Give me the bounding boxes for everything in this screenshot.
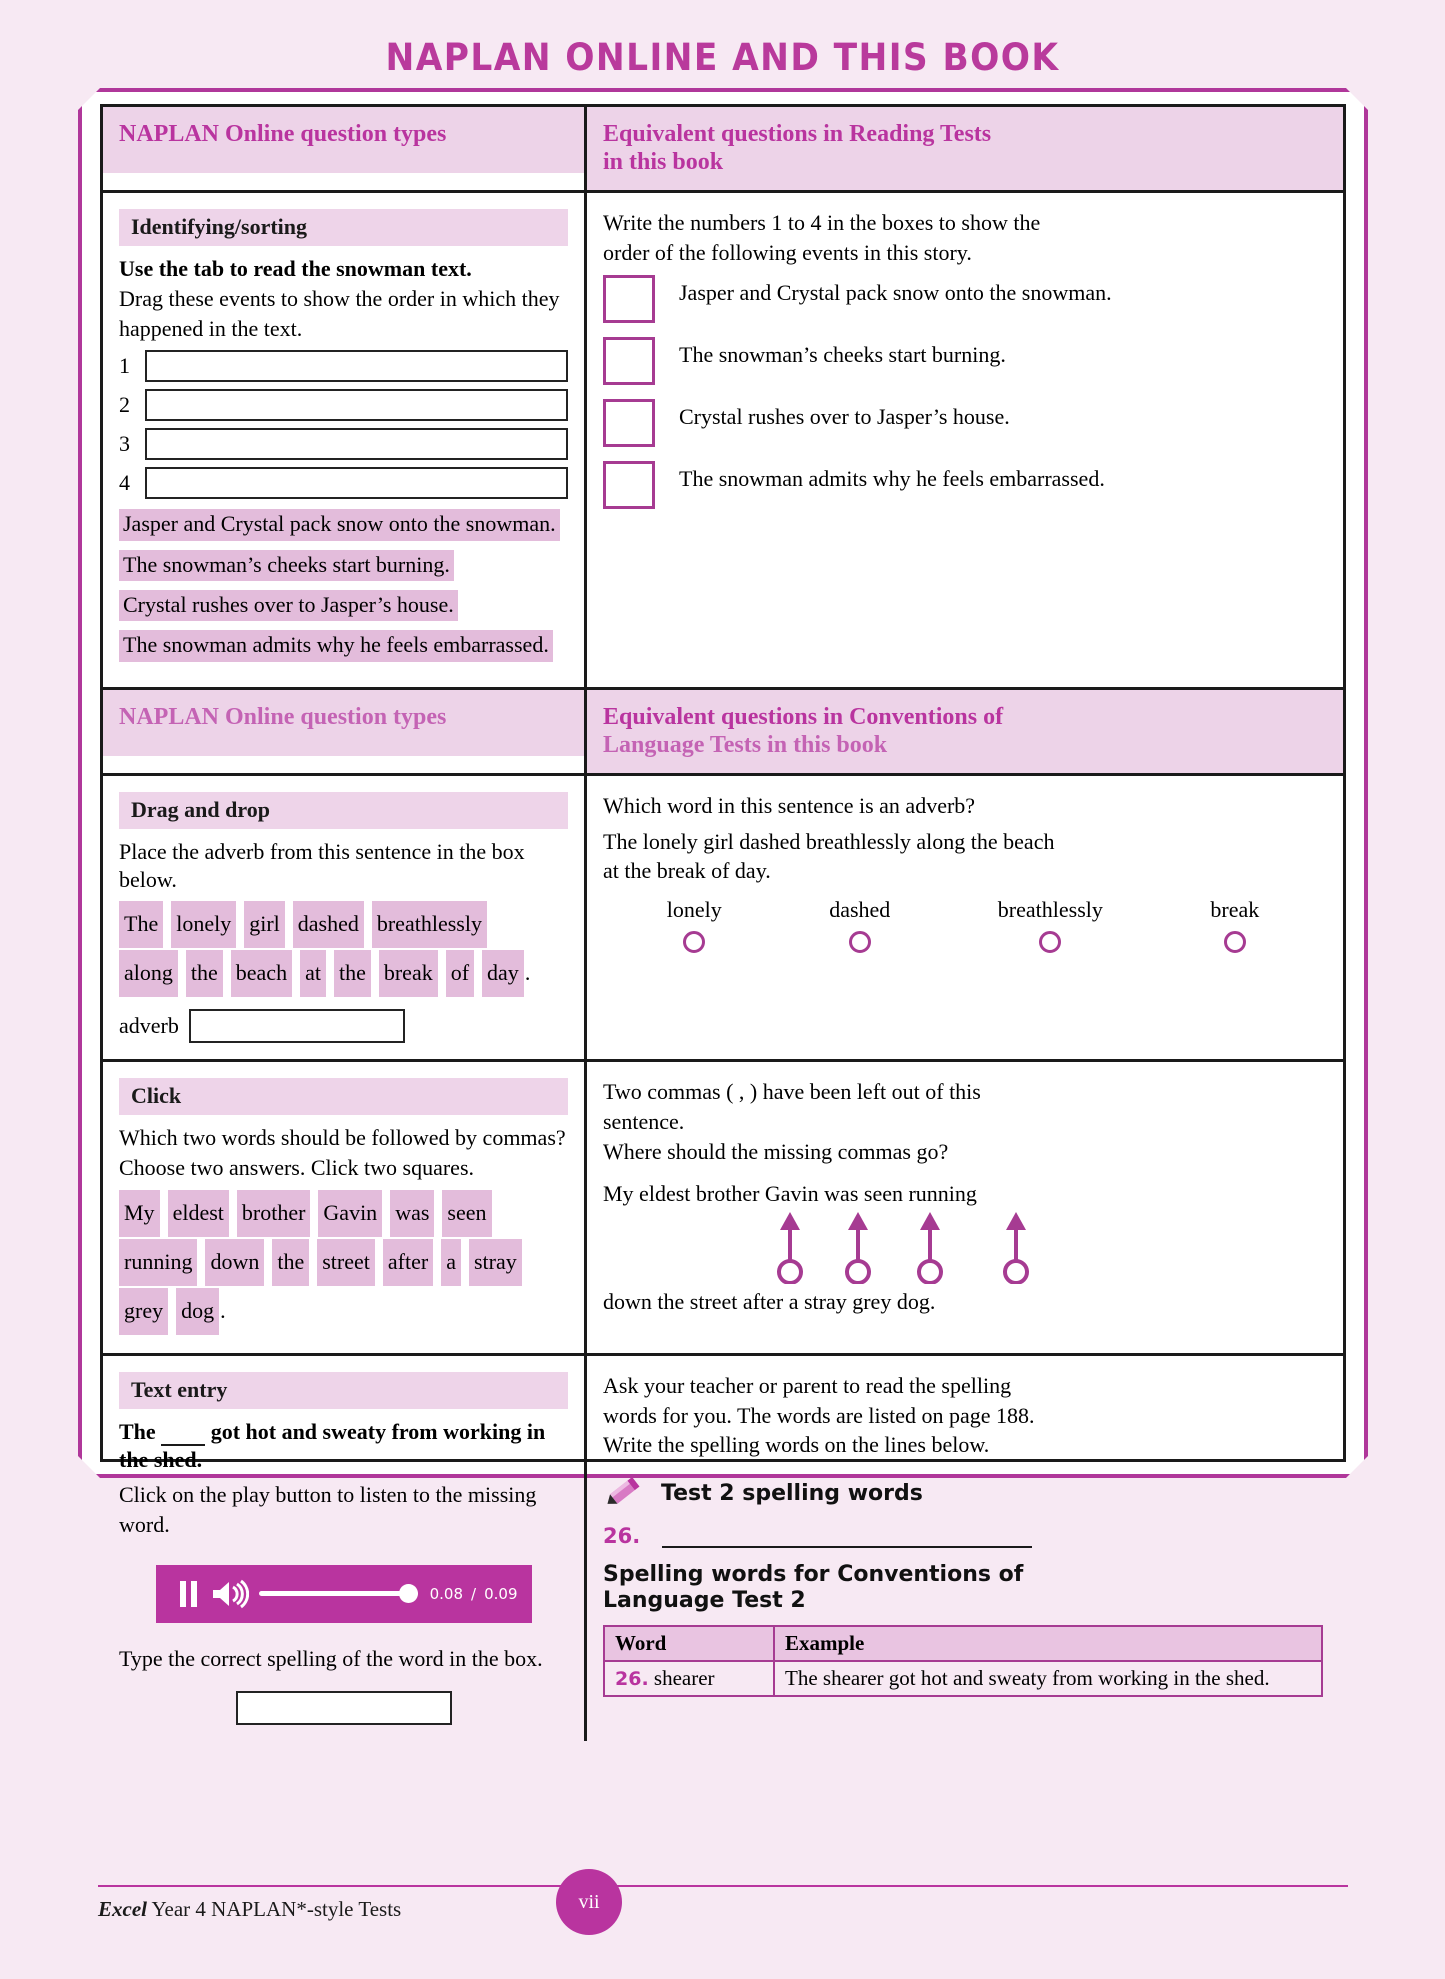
click-subtitle: Click bbox=[119, 1078, 568, 1115]
word-chip[interactable]: brother bbox=[237, 1190, 311, 1237]
drop-slot-number: 2 bbox=[119, 392, 130, 418]
section2-right-header bbox=[587, 690, 1343, 773]
identifying-sorting-instruction-2: happened in the text. bbox=[119, 315, 303, 341]
draggable-word-chips bbox=[119, 901, 568, 999]
section1-left-header: NAPLAN Online question types bbox=[103, 107, 584, 173]
audio-player[interactable] bbox=[156, 1565, 532, 1623]
play-instruction-2: word. bbox=[119, 1512, 170, 1538]
section1-right-header-line2: in this book bbox=[603, 149, 724, 176]
section1-right-header-cell bbox=[587, 107, 1343, 190]
adverb-option[interactable] bbox=[667, 897, 722, 953]
identifying-sorting-subtitle: Identifying/sorting bbox=[119, 209, 568, 246]
identifying-sorting-right-cell bbox=[587, 193, 1343, 687]
identifying-sorting-instruction-bold: Use the tab to read the snowman text. bbox=[119, 256, 472, 282]
word-chip[interactable]: seen bbox=[442, 1190, 491, 1237]
word-chip[interactable]: dog bbox=[176, 1288, 219, 1335]
footer-brand: Excel bbox=[98, 1897, 147, 1921]
cloze-after: got hot and sweaty from working in the shed. bbox=[119, 1418, 546, 1472]
footer-title: Year 4 NAPLAN*-style Tests bbox=[151, 1897, 402, 1921]
word-chip[interactable]: breathlessly bbox=[372, 901, 487, 948]
text-entry-left-cell bbox=[103, 1356, 587, 1741]
word-chip[interactable]: stray bbox=[469, 1239, 522, 1286]
drop-slot[interactable] bbox=[119, 389, 568, 421]
adverb-drop-box[interactable] bbox=[189, 1009, 405, 1043]
adverb-option-label: dashed bbox=[829, 897, 891, 923]
table-header-row bbox=[604, 1626, 1322, 1661]
adverb-option[interactable] bbox=[1210, 897, 1259, 953]
ordering-answer-text: The snowman’s cheeks start burning. bbox=[679, 341, 1006, 367]
trailing-punctuation: . bbox=[524, 960, 531, 986]
word-chip[interactable]: the bbox=[334, 950, 371, 997]
adverb-option-label: breathlessly bbox=[997, 897, 1103, 923]
section2-right-header-line2: Language Tests in this book bbox=[603, 731, 888, 758]
comma-marker[interactable] bbox=[843, 1212, 873, 1284]
spelling-text-input[interactable] bbox=[236, 1691, 452, 1725]
word-chip[interactable]: was bbox=[390, 1190, 434, 1237]
ordering-answer-text: Crystal rushes over to Jasper’s house. bbox=[679, 403, 1010, 429]
word-chip[interactable]: a bbox=[441, 1239, 461, 1286]
spelling-input-wrapper bbox=[119, 1691, 568, 1725]
section2-header-row bbox=[103, 687, 1343, 773]
spelling-word-cell bbox=[604, 1661, 774, 1696]
word-chip[interactable]: the bbox=[272, 1239, 309, 1286]
spelling-word-number: 26. bbox=[615, 1667, 649, 1690]
drop-slot-box[interactable] bbox=[145, 428, 568, 460]
drop-slot-list bbox=[119, 350, 568, 499]
text-entry-right-cell bbox=[587, 1356, 1343, 1741]
adverb-option-group bbox=[603, 897, 1323, 953]
section2-right-header-cell bbox=[587, 690, 1343, 773]
identifying-sorting-instruction-1: Drag these events to show the order in which they bbox=[119, 285, 560, 311]
footer-divider bbox=[98, 1885, 1348, 1887]
click-left-cell bbox=[103, 1062, 587, 1352]
audio-player-wrapper bbox=[119, 1565, 568, 1623]
identifying-sorting-left-cell bbox=[103, 193, 587, 687]
drag-and-drop-left-cell bbox=[103, 776, 587, 1059]
commas-line-1: Two commas ( , ) have been left out of this bbox=[603, 1079, 981, 1105]
ordering-answer-text: Jasper and Crystal pack snow onto the snowman. bbox=[679, 279, 1112, 305]
footer-book-title bbox=[98, 1897, 401, 1922]
ordering-answer-item bbox=[603, 461, 1323, 509]
column-header-word: Word bbox=[604, 1626, 774, 1661]
order-entry-box[interactable] bbox=[603, 337, 655, 385]
drop-slot-number: 4 bbox=[119, 470, 130, 496]
draggable-event[interactable]: Crystal rushes over to Jasper’s house. bbox=[119, 590, 458, 621]
word-chip[interactable]: street bbox=[317, 1239, 375, 1286]
order-entry-box[interactable] bbox=[603, 399, 655, 447]
draggable-event-list bbox=[119, 509, 568, 671]
spelling-words-table bbox=[603, 1625, 1323, 1697]
text-entry-row bbox=[103, 1353, 1343, 1741]
text-entry-subtitle: Text entry bbox=[119, 1372, 568, 1409]
section1-header-row bbox=[103, 107, 1343, 190]
spelling-answer-line-row bbox=[603, 1524, 1323, 1548]
spelling-words-heading-row bbox=[603, 1473, 1323, 1514]
adverb-question: Which word in this sentence is an adverb? bbox=[603, 793, 976, 819]
adverb-option[interactable] bbox=[998, 897, 1103, 953]
section2-left-header-cell bbox=[103, 690, 587, 773]
section1-right-header-line1: Equivalent questions in Reading Tests bbox=[603, 121, 992, 147]
ordering-answer-text: The snowman admits why he feels embarrassed. bbox=[679, 465, 1105, 491]
comparison-table bbox=[100, 104, 1346, 1690]
pencil-icon bbox=[603, 1473, 645, 1514]
word-chip[interactable]: at bbox=[300, 950, 326, 997]
audio-time-display bbox=[430, 1585, 518, 1603]
section2-right-header-line1: Equivalent questions in Conventions of bbox=[603, 703, 1004, 730]
drop-slot[interactable] bbox=[119, 467, 568, 499]
spelling-instruction-2: words for you. The words are listed on page 188. bbox=[603, 1402, 1035, 1428]
table-row bbox=[604, 1661, 1322, 1696]
section1-left-header-cell bbox=[103, 107, 587, 190]
cloze-blank bbox=[161, 1419, 205, 1446]
comma-marker[interactable] bbox=[775, 1212, 805, 1284]
click-right-cell bbox=[587, 1062, 1343, 1352]
page-title: NAPLAN ONLINE AND THIS BOOK bbox=[385, 36, 1060, 79]
click-row bbox=[103, 1059, 1343, 1352]
trailing-punctuation: . bbox=[220, 1297, 226, 1323]
drag-and-drop-right-cell bbox=[587, 776, 1343, 1059]
drag-and-drop-instruction: Place the adverb from this sentence in the box below. bbox=[119, 839, 525, 892]
audio-time-separator: / bbox=[471, 1584, 477, 1603]
comma-marker[interactable] bbox=[1001, 1212, 1031, 1284]
order-entry-box[interactable] bbox=[603, 461, 655, 509]
drop-slot[interactable] bbox=[119, 350, 568, 382]
click-instruction-2: Choose two answers. Click two squares. bbox=[119, 1155, 475, 1181]
word-chip[interactable]: The bbox=[119, 901, 163, 948]
commas-line-3: Where should the missing commas go? bbox=[603, 1138, 949, 1164]
spelling-words-heading: Test 2 spelling words bbox=[661, 1481, 923, 1507]
section2-left-header: NAPLAN Online question types bbox=[103, 690, 584, 756]
drop-slot-box[interactable] bbox=[145, 350, 568, 382]
section1-right-header bbox=[587, 107, 1343, 190]
ordering-answer-item bbox=[603, 399, 1323, 447]
comma-sentence-top: My eldest brother Gavin was seen running bbox=[603, 1180, 977, 1206]
pause-icon[interactable] bbox=[180, 1581, 197, 1607]
word-chip[interactable]: after bbox=[383, 1239, 433, 1286]
drop-slot-box[interactable] bbox=[145, 467, 568, 499]
adverb-option-label: lonely bbox=[666, 897, 722, 923]
word-chip[interactable]: the bbox=[186, 950, 223, 997]
drop-slot[interactable] bbox=[119, 428, 568, 460]
radio-button-icon[interactable] bbox=[1039, 931, 1061, 953]
spelling-example-cell: The shearer got hot and sweaty from working in the shed. bbox=[774, 1661, 1322, 1696]
comma-sentence-bottom: down the street after a stray grey dog. bbox=[603, 1289, 936, 1315]
radio-button-icon[interactable] bbox=[1224, 931, 1246, 953]
spelling-answer-line[interactable] bbox=[662, 1526, 1032, 1548]
volume-speaker-icon[interactable] bbox=[211, 1579, 249, 1609]
spelling-instruction-3: Write the spelling words on the lines below. bbox=[603, 1432, 990, 1458]
click-instruction-1: Which two words should be followed by commas? bbox=[119, 1125, 566, 1151]
spelling-instruction-1: Ask your teacher or parent to read the spelling bbox=[603, 1372, 1012, 1398]
ordering-answer-list bbox=[603, 275, 1323, 509]
audio-total-time: 0.09 bbox=[484, 1584, 518, 1603]
spelling-type-instruction: Type the correct spelling of the word in the box. bbox=[119, 1645, 543, 1671]
radio-button-icon[interactable] bbox=[849, 931, 871, 953]
column-header-example: Example bbox=[774, 1626, 1322, 1661]
ordering-instruction-1: Write the numbers 1 to 4 in the boxes to show the bbox=[603, 210, 1041, 236]
word-chip[interactable]: along bbox=[119, 950, 178, 997]
cloze-sentence bbox=[119, 1418, 568, 1473]
word-chip[interactable]: down bbox=[205, 1239, 264, 1286]
drop-slot-number: 3 bbox=[119, 431, 130, 457]
audio-progress-knob[interactable] bbox=[399, 1584, 418, 1603]
ordering-instruction-2: order of the following events in this story. bbox=[603, 239, 972, 265]
adverb-sentence-line1: The lonely girl dashed breathlessly along the beach bbox=[603, 828, 1055, 854]
comma-marker[interactable] bbox=[915, 1212, 945, 1284]
spelling-table-title bbox=[603, 1562, 1323, 1615]
commas-line-2: sentence. bbox=[603, 1109, 685, 1135]
draggable-event[interactable]: Jasper and Crystal pack snow onto the snowman. bbox=[119, 509, 560, 540]
adverb-option-label: break bbox=[1210, 897, 1260, 923]
page-number-badge: vii bbox=[556, 1869, 622, 1935]
spelling-word-text: shearer bbox=[653, 1665, 715, 1690]
audio-current-time: 0.08 bbox=[429, 1584, 464, 1603]
word-chip[interactable]: day bbox=[482, 950, 524, 997]
drop-slot-box[interactable] bbox=[145, 389, 568, 421]
adverb-label: adverb bbox=[119, 1013, 179, 1039]
word-chip[interactable]: break bbox=[379, 950, 438, 997]
drop-slot-number: 1 bbox=[119, 353, 130, 379]
word-chip[interactable]: girl bbox=[244, 901, 285, 948]
word-chip[interactable]: grey bbox=[119, 1288, 168, 1335]
draggable-event[interactable]: The snowman admits why he feels embarrassed. bbox=[119, 630, 553, 661]
clickable-word-chips bbox=[119, 1190, 568, 1337]
word-chip[interactable]: Gavin bbox=[318, 1190, 382, 1237]
audio-progress-slider[interactable] bbox=[259, 1584, 418, 1604]
word-chip[interactable]: running bbox=[119, 1239, 197, 1286]
comma-marker-group bbox=[603, 1208, 1323, 1284]
ordering-answer-item bbox=[603, 275, 1323, 323]
word-chip[interactable]: beach bbox=[231, 950, 292, 997]
drag-and-drop-subtitle: Drag and drop bbox=[119, 792, 568, 829]
audio-progress-track bbox=[259, 1591, 418, 1596]
word-chip[interactable]: lonely bbox=[171, 901, 236, 948]
spelling-table-title-line1: Spelling words for Conventions of bbox=[603, 1562, 1024, 1588]
spelling-table-title-line2: Language Test 2 bbox=[603, 1588, 806, 1614]
draggable-event[interactable]: The snowman’s cheeks start burning. bbox=[119, 550, 454, 581]
adverb-sentence-line2: at the break of day. bbox=[603, 858, 771, 884]
word-chip[interactable]: of bbox=[446, 950, 474, 997]
spelling-answer-number: 26. bbox=[603, 1524, 641, 1549]
adverb-answer-row bbox=[119, 1009, 568, 1043]
drag-and-drop-row bbox=[103, 773, 1343, 1059]
radio-button-icon[interactable] bbox=[683, 931, 705, 953]
word-chip[interactable]: dashed bbox=[293, 901, 364, 948]
play-instruction-1: Click on the play button to listen to the missing bbox=[119, 1482, 537, 1508]
page-footer bbox=[0, 1849, 1445, 1979]
order-entry-box[interactable] bbox=[603, 275, 655, 323]
word-chip[interactable]: My bbox=[119, 1190, 160, 1237]
identifying-sorting-row bbox=[103, 190, 1343, 687]
cloze-before: The bbox=[119, 1418, 156, 1444]
adverb-option[interactable] bbox=[829, 897, 890, 953]
word-chip[interactable]: eldest bbox=[168, 1190, 229, 1237]
ordering-answer-item bbox=[603, 337, 1323, 385]
